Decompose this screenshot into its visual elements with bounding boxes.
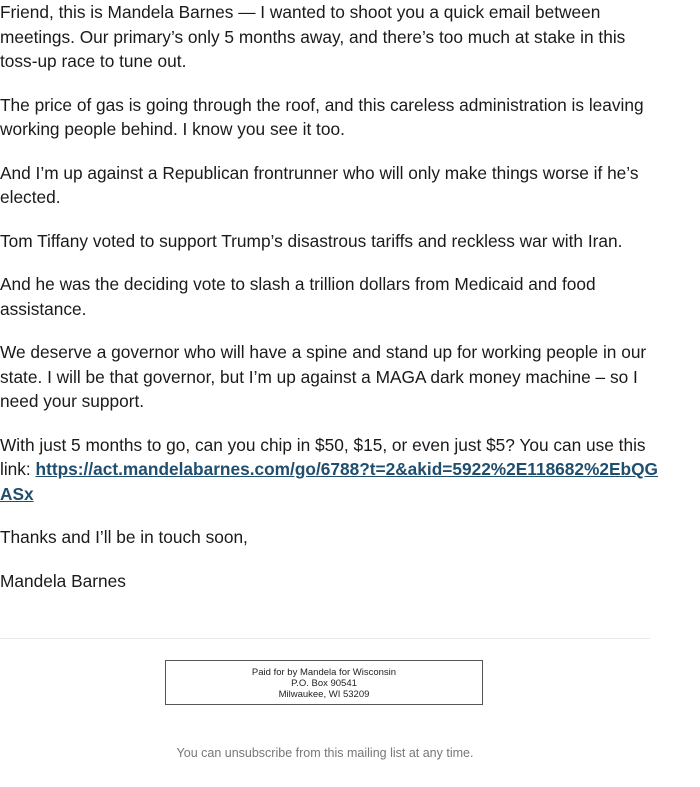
paragraph-intro: Friend, this is Mandela Barnes — I wanted to shoot you a quick email between meetings. Our primary’s only 5 months away, and there’s too much at stake in this toss-up race to tune out. [0, 2, 626, 71]
donation-link[interactable]: https://act.mandelabarnes.com/go/6788?t=2&akid=5922%2E118682%2EbQGASx [0, 459, 658, 504]
paid-for-line: Paid for by Mandela for Wisconsin [251, 667, 397, 678]
signature: Mandela Barnes [0, 570, 126, 591]
po-box-line: P.O. Box 90541 [291, 678, 357, 689]
paragraph-governor: We deserve a governor who will have a spine and stand up for working people in our state. I will be that governor, but I’m up against a MAGA dark money machine – so I need your support. [0, 342, 647, 411]
donation-text: With just 5 months to go, can you chip in $50, $15, or even just $5? You can use this link: [0, 434, 646, 479]
paragraph-donation [0, 433, 660, 507]
paragraph-gas-prices: The price of gas is going through the roof, and this careless administration is leaving working people behind. I know you see it too. [0, 94, 644, 139]
paragraph-tariffs: Tom Tiffany voted to support Trump’s disastrous tariffs and reckless war with Iran. [0, 230, 623, 251]
paid-for-disclaimer [165, 660, 483, 705]
footer-divider [0, 638, 650, 639]
paragraph-medicaid: And he was the deciding vote to slash a trillion dollars from Medicaid and food assistance. [0, 274, 596, 319]
closing-line: Thanks and I’ll be in touch soon, [0, 527, 248, 547]
city-line: Milwaukee, WI 53209 [278, 689, 370, 700]
paragraph-opponent: And I’m up against a Republican frontrunner who will only make things worse if he’s elected. [0, 162, 639, 207]
unsubscribe-notice: You can unsubscribe from this mailing list at any time. [176, 746, 474, 760]
